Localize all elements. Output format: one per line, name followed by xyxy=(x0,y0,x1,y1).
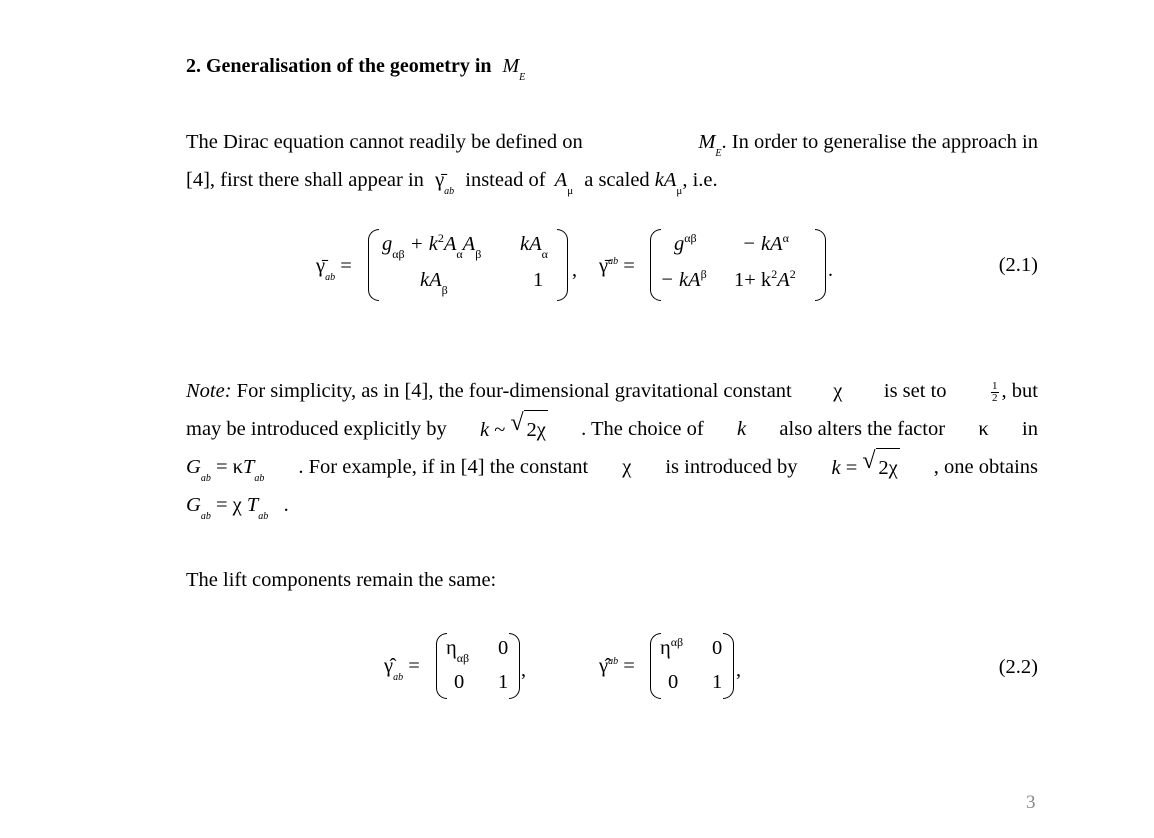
para1-text-d: instead of xyxy=(465,169,546,191)
eq2-m1-r1c1: $\eta_{\alpha\beta}$ xyxy=(446,637,470,666)
A-inline-sub: μ xyxy=(567,185,574,198)
para1-symbol-sub: E xyxy=(715,148,722,160)
eq2-lhs2: γ̂$^{ab}$ = xyxy=(599,655,635,677)
eq1-m1-r1c1: $g_{\alpha\beta} + k^2A_\alpha A_\beta$ xyxy=(382,231,482,262)
kA-inline-sub: μ xyxy=(676,185,683,198)
note-text-a: For simplicity, as in [4], the four-dimensional gravitational constant xyxy=(236,380,792,402)
note-label: Note: xyxy=(186,380,232,402)
eq1-lhs1-sub: ab xyxy=(325,272,336,284)
eq1-lhs1-sym: γ̄ xyxy=(316,255,326,277)
eq2-number: (2.2) xyxy=(998,656,1038,678)
lift-text: The lift components remain the same: xyxy=(186,569,497,591)
eq1-number: (2.1) xyxy=(998,254,1038,276)
note-chi-1: χ xyxy=(833,380,843,402)
eq2-matrix1 xyxy=(436,633,520,699)
note-text-d: may be introduced explicitly by xyxy=(186,418,447,440)
gamma-bar-inline: γ̄ xyxy=(435,169,445,191)
eq2-m1-r1c2: 0 xyxy=(498,637,509,659)
eq1-m2-r1c2: − $kA^\alpha$ xyxy=(742,231,789,255)
note-text-h: . For example, if in [4] the constant xyxy=(298,456,589,478)
equation-2-1: $\gammā_{ab}$ = $g_{\alpha\beta} + k^2A_\alpha A_\beta$ $kA_\alpha$ $kA_\beta$ 1 , γ̄$^{ab}$ = $g^{\alpha\beta}$ − $kA^\alpha$ − $kA^\beta$ $1+ k^2A^2$ . (2.1) xyxy=(316,229,1038,303)
heading-text: 2. Generalisation of the geometry in xyxy=(186,55,492,77)
eq2-m1-r2c2: 1 xyxy=(498,671,509,693)
eq1-lhs2-sym: γ̄ xyxy=(599,255,609,277)
equation-2-2: $\gammâ_{ab}$ = $\eta_{\alpha\beta}$ 0 0 1 , γ̂$^{ab}$ = $\eta^{\alpha\beta}$ 0 0 1 , (2.2) xyxy=(384,633,1038,701)
page-number: 3 xyxy=(1026,792,1036,813)
note-line1 xyxy=(186,372,1038,410)
para1-line1 xyxy=(186,123,1038,161)
para1-line2 xyxy=(186,161,718,199)
para1-symbol: M xyxy=(698,131,716,153)
para1-text-e: a scaled xyxy=(584,169,650,191)
eq1-m1-r2c2: 1 xyxy=(533,269,544,291)
note-text-f: also alters the factor xyxy=(779,418,946,440)
eq2-m2-r2c2: 1 xyxy=(712,671,723,693)
heading-symbol: M xyxy=(502,55,520,77)
sqrt-2chi: √ 2χ xyxy=(510,410,547,449)
eq2-m1-r2c1: 0 xyxy=(454,671,465,693)
note-text-k: . xyxy=(283,494,289,516)
kA-inline: kA xyxy=(654,169,677,191)
eq1-m2-r2c2: $1+ k^2A^2$ xyxy=(734,267,796,291)
A-inline: A xyxy=(554,169,568,191)
para1-text-c: [4], first there shall appear in xyxy=(186,169,424,191)
eq1-m1-r2c1: $kA_\beta$ xyxy=(420,269,448,298)
note-line2: may be introduced explicitly by k ~ √ 2χ . The choice of k also alters the factor κ in xyxy=(186,410,1038,449)
note-text-e: . The choice of xyxy=(581,418,704,440)
note-line3: $G_{ab} = \kappa T_{ab}$ . For example, if in [4] the constant χ is introduced by k = √ 2χ , one obtains xyxy=(186,448,1038,487)
eq1-matrix2 xyxy=(650,229,826,301)
heading-symbol-sub: E xyxy=(519,72,526,83)
eq2-m2-r2c1: 0 xyxy=(668,671,679,693)
eq1-m2-r2c1: − $kA^\beta$ xyxy=(660,267,707,291)
eq1-lhs2: γ̄$^{ab}$ = xyxy=(599,255,635,277)
note-text-g: in xyxy=(1022,418,1038,440)
eq2-matrix2 xyxy=(650,633,734,699)
para1-text-a: The Dirac equation cannot readily be defined on xyxy=(186,131,583,153)
eq1-lhs2-sup: ab xyxy=(608,256,619,268)
note-text-c: , but xyxy=(1001,380,1038,402)
note-line4: $G_{ab} = \chi$ $T_{ab}$ . xyxy=(186,494,289,523)
note-text-i: is introduced by xyxy=(665,456,798,478)
eq2-m2-r1c1: $\eta^{\alpha\beta}$ xyxy=(660,635,684,659)
eq2-m2-r1c2: 0 xyxy=(712,637,723,659)
para1-text-f: , i.e. xyxy=(682,169,718,191)
eq2-lhs1: $\gammâ_{ab}$ = xyxy=(384,655,420,684)
eq1-m2-r1c1: $g^{\alpha\beta}$ xyxy=(674,231,697,255)
one-half-fraction: $\frac{1}{2}$ xyxy=(992,379,998,404)
para1-text-b: . In order to generalise the approach in xyxy=(721,131,1038,153)
eq1-matrix1 xyxy=(368,229,568,301)
section-heading xyxy=(186,55,526,83)
eq1-m1-r1c2: $kA_\alpha$ xyxy=(520,233,548,262)
note-text-b: is set to xyxy=(883,380,947,402)
note-text-j: , one obtains xyxy=(933,456,1038,478)
eq1-lhs1: $\gammā_{ab}$ = xyxy=(316,255,352,284)
gamma-bar-inline-sub: ab xyxy=(444,186,455,198)
